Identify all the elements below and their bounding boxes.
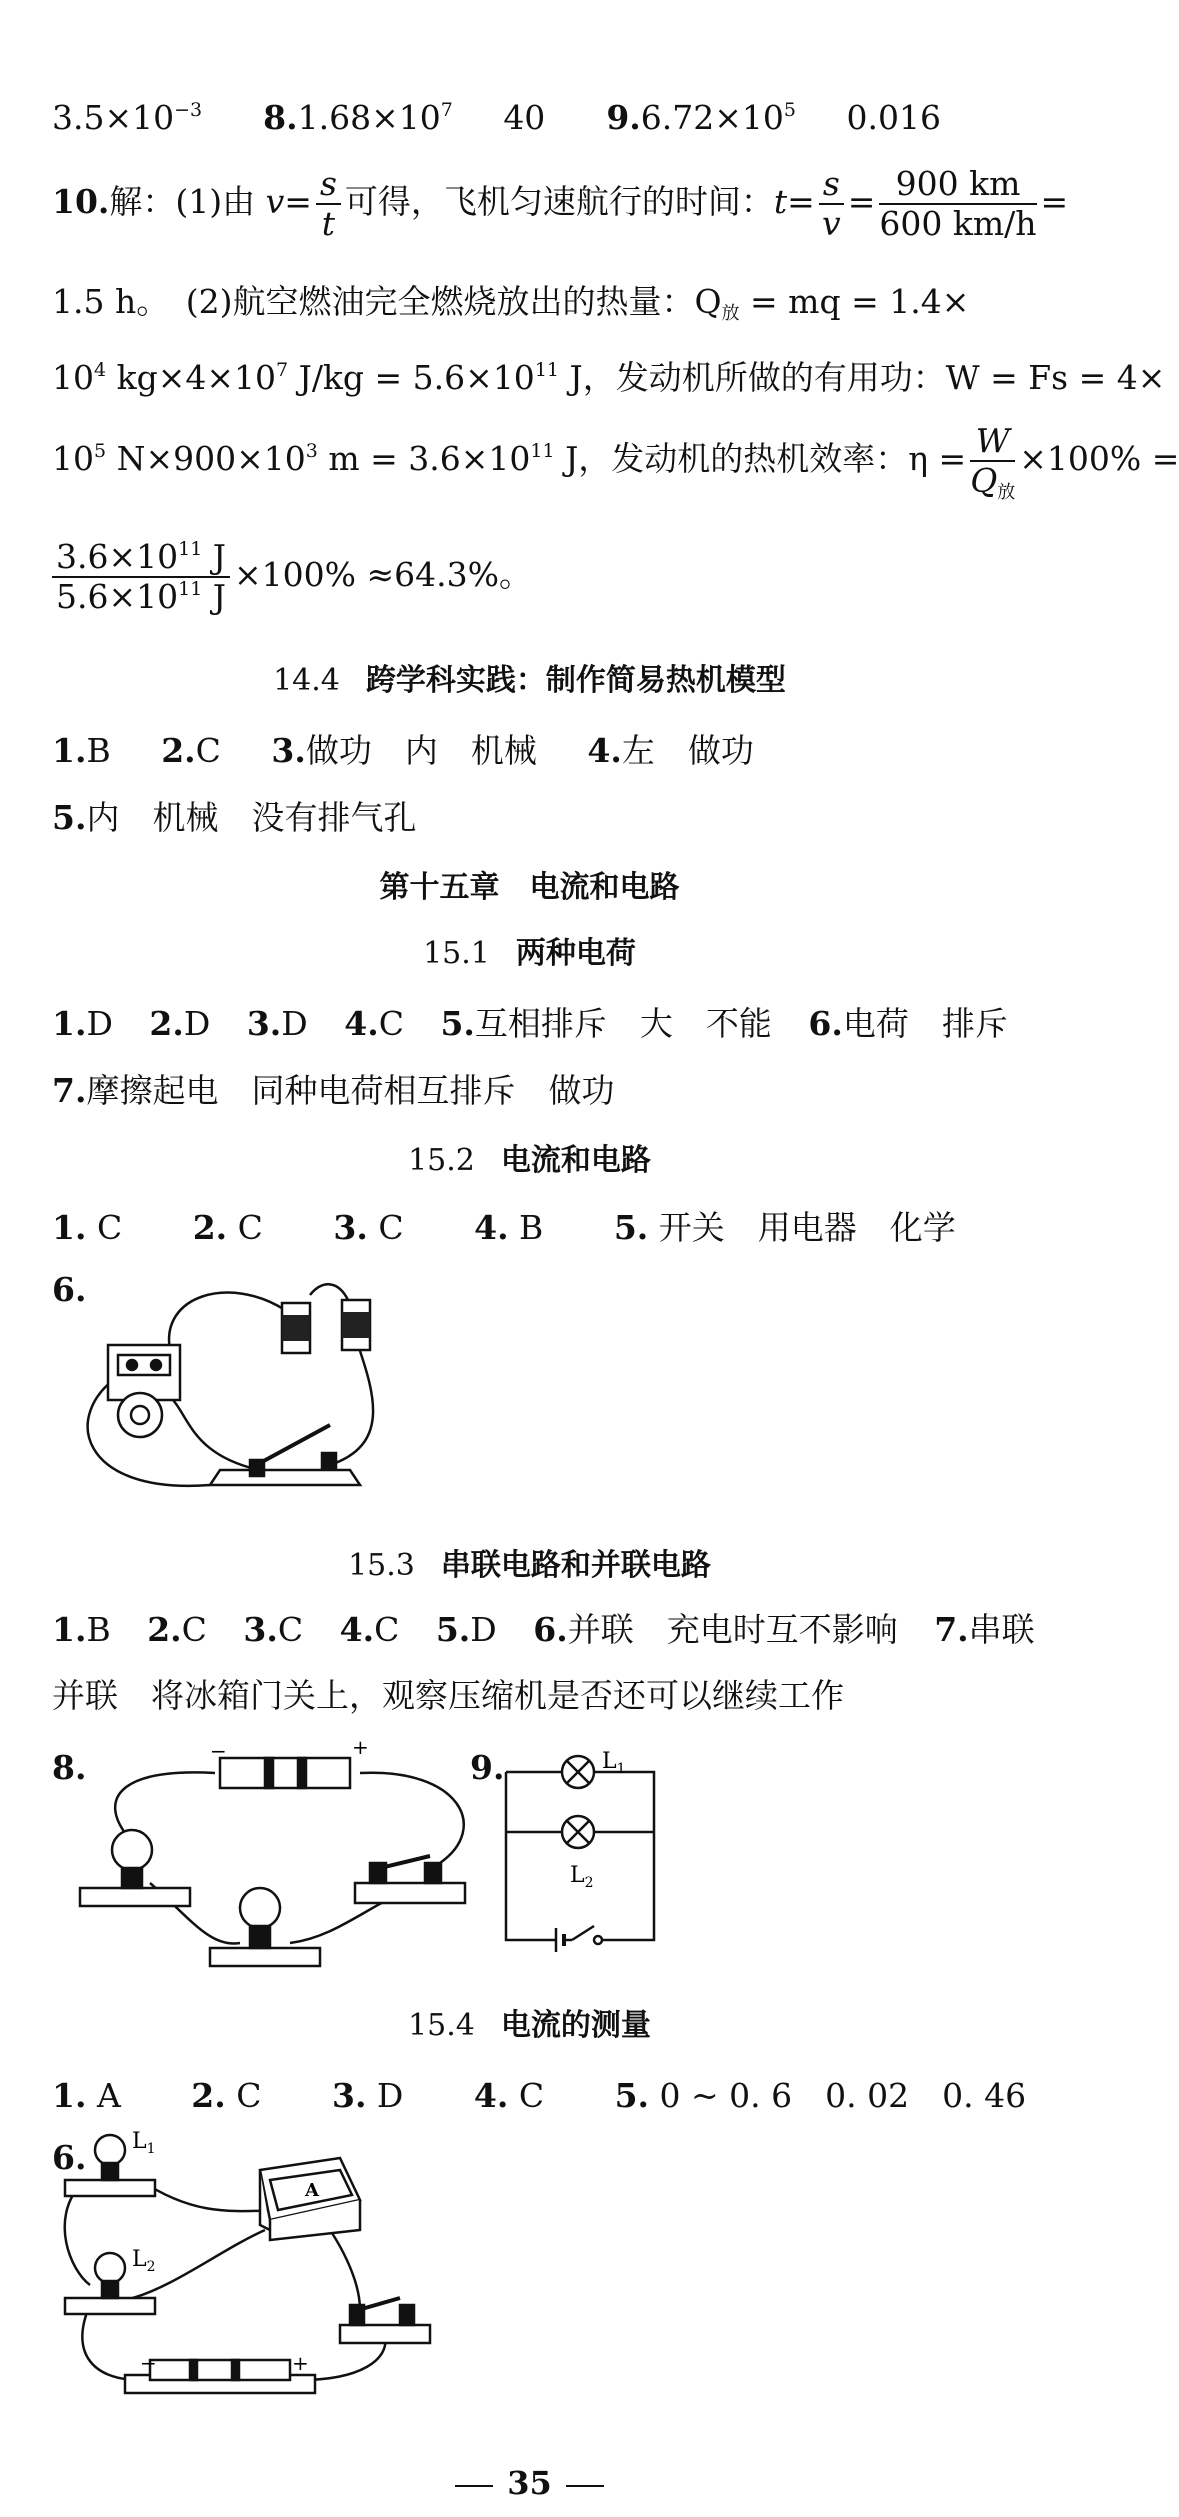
q-num: 4.	[344, 1004, 379, 1043]
section-number: 15.3	[348, 1548, 415, 1583]
circuit-figure-15-3-9	[498, 1750, 668, 1960]
solution-text: ×100% ≈64.3%。	[234, 555, 532, 594]
question-number: 8.	[52, 1748, 87, 1787]
section-number: 15.4	[408, 2008, 475, 2043]
ans: C	[225, 2076, 262, 2115]
q-num: 2.	[149, 1004, 184, 1043]
label-l1: $L_1$	[132, 2129, 156, 2157]
circuit-figure-15-3-8	[60, 1735, 480, 1968]
answer-8b: 40	[503, 98, 546, 137]
q-num: 2.	[192, 1208, 228, 1247]
denominator: 600 km/h	[879, 204, 1037, 243]
numerator: 900 km	[879, 165, 1036, 205]
bulb-left	[80, 1830, 190, 1906]
section-title: 串联电路和并联电路	[440, 1548, 711, 1583]
ans: B	[86, 1610, 111, 1649]
numerator: W	[970, 422, 1015, 462]
answer-line-7-9	[52, 98, 941, 137]
exponent: 5	[94, 440, 107, 462]
wire	[169, 1293, 285, 1350]
q-num: 2.	[147, 1610, 182, 1649]
q-num: 6.	[808, 1004, 843, 1043]
q-num: 2.	[161, 731, 196, 770]
answer-8: 1.68×10	[297, 98, 441, 137]
exponent: 11	[178, 538, 203, 560]
q-num: 4.	[473, 2076, 509, 2115]
q-num: 1.	[52, 2076, 87, 2115]
ammeter-label: A	[305, 2180, 319, 2201]
wire	[115, 1772, 215, 1833]
circuit-figure-15-2-6	[60, 1255, 430, 1505]
section-heading	[0, 2000, 1059, 2044]
ans: D	[281, 1004, 308, 1043]
solution-text: 可得，飞机匀速航行的时间：	[344, 182, 774, 221]
q-num: 5.	[435, 1610, 471, 1649]
solution-text: kg×4×10	[106, 358, 276, 397]
wire	[360, 1773, 464, 1863]
solution-text: 解：(1)由	[109, 182, 266, 221]
answer-line-10-cont	[52, 352, 1165, 399]
ans: 做功 内 机械	[305, 731, 537, 770]
exponent: 11	[178, 578, 203, 600]
ans: C	[227, 1208, 263, 1247]
ans: B	[508, 1208, 544, 1247]
solution-text: m = 3.6×10	[317, 439, 531, 478]
solution-text: 1.5 h。 (2)航空燃油完全燃烧放出的热量：Q	[52, 282, 722, 321]
wire	[330, 1345, 373, 1465]
question-number: 9.	[606, 98, 641, 137]
ans: D	[470, 1610, 497, 1649]
exponent: 4	[94, 359, 107, 381]
question-number: 6.	[52, 1270, 87, 1309]
switch	[210, 1425, 360, 1485]
formula: t=	[773, 182, 815, 221]
numerator: s	[316, 165, 341, 205]
ans: C	[86, 1208, 123, 1247]
answer-line	[52, 725, 754, 772]
fraction	[52, 538, 230, 616]
answer-line	[52, 1202, 956, 1249]
subscript: 放	[997, 482, 1016, 503]
denominator: t	[321, 204, 336, 243]
numerator: s	[819, 165, 844, 205]
minus-sign: −	[210, 1739, 227, 1763]
solution-text: J，发动机所做的有用功：W = Fs = 4×	[559, 358, 1166, 397]
answer-line	[52, 1604, 1035, 1651]
page-number-text: 35	[507, 2464, 552, 2502]
section-heading	[0, 928, 1059, 972]
q-num: 3.	[243, 1610, 278, 1649]
solution-text: J/kg = 5.6×10	[288, 358, 535, 397]
q-num: 5.	[440, 1004, 475, 1043]
ans: 内 机械 没有排气孔	[86, 798, 417, 837]
ans: 开关 用电器 化学	[648, 1208, 956, 1247]
switch	[340, 2298, 430, 2343]
page-number	[0, 2464, 1059, 2502]
unit: J	[202, 577, 227, 616]
answer-line	[52, 792, 416, 839]
q-num: 1.	[52, 731, 87, 770]
q-num: 1.	[52, 1610, 87, 1649]
q-num: 3.	[331, 2076, 367, 2115]
plus-sign: +	[292, 2351, 309, 2375]
question-number: 10.	[52, 182, 110, 221]
ans: C	[277, 1610, 304, 1649]
q-num: 7.	[934, 1610, 969, 1649]
equals: =	[847, 182, 876, 221]
exponent: 7	[276, 359, 289, 381]
answer-7: 3.5×10	[52, 98, 175, 137]
section-title: 电流和电路	[500, 1143, 651, 1178]
fraction	[970, 421, 1016, 503]
chapter-heading	[0, 862, 1059, 906]
ans: 互相排斥 大 不能	[474, 1004, 772, 1043]
answer-line	[52, 2070, 1026, 2117]
answer-line	[52, 1065, 614, 1112]
solution-text: 10	[52, 358, 94, 397]
fraction	[316, 165, 341, 243]
wire	[310, 1284, 348, 1300]
solution-text: ×100% =	[1019, 439, 1179, 478]
lamp-l1	[562, 1756, 594, 1788]
section-title: 两种电荷	[515, 936, 636, 971]
fraction	[879, 165, 1036, 243]
q-num: 3.	[271, 731, 306, 770]
exponent: 5	[783, 99, 796, 121]
solution-text: N×900×10	[106, 439, 306, 478]
exponent: 11	[530, 440, 555, 462]
exponent: 11	[534, 359, 559, 381]
question-number: 8.	[263, 98, 298, 137]
section-heading	[0, 655, 1059, 699]
answer-9b: 0.016	[846, 98, 941, 137]
answer-line-10-cont	[52, 421, 1179, 503]
solution-text: 10	[52, 439, 94, 478]
unit: J	[202, 537, 227, 576]
section-heading	[0, 1135, 1059, 1179]
subscript: 放	[721, 303, 740, 324]
exponent: −3	[174, 99, 203, 121]
section-number: 15.1	[423, 936, 490, 971]
question-number: 9.	[470, 1748, 505, 1787]
q-num: 4.	[339, 1610, 375, 1649]
q-num: 3.	[246, 1004, 282, 1043]
exponent: 7	[440, 99, 453, 121]
answer-line-10-result	[52, 538, 532, 616]
battery	[220, 1758, 350, 1788]
ans: 摩擦起电 同种电荷相互排斥 做功	[86, 1071, 615, 1110]
solution-text: J，发动机的热机效率：η =	[554, 439, 967, 478]
answer-line	[52, 998, 1008, 1045]
denominator: 5.6×10	[56, 577, 179, 616]
circuit-figure-15-4-6	[60, 2130, 440, 2400]
equals: =	[1040, 182, 1069, 221]
q-num: 5.	[613, 1208, 649, 1247]
ans: B	[86, 731, 111, 770]
chapter-title: 第十五章 电流和电路	[379, 870, 680, 905]
label-l2: $L_2$	[132, 2247, 156, 2275]
battery	[282, 1300, 370, 1353]
motor	[108, 1345, 180, 1437]
section-number: 15.2	[408, 1143, 475, 1178]
ans: C	[195, 731, 221, 770]
wire	[82, 2305, 140, 2380]
ans: D	[86, 1004, 113, 1043]
denominator: Q	[970, 461, 998, 500]
minus-sign: −	[140, 2351, 157, 2375]
wire	[65, 2185, 90, 2285]
wire	[506, 1772, 556, 1940]
ans: D	[183, 1004, 211, 1043]
q-num: 3.	[333, 1208, 368, 1247]
label-l2: $L_2$	[570, 1863, 594, 1891]
section-heading	[0, 1540, 1059, 1584]
denominator: v	[821, 204, 841, 243]
q-num: 1.	[52, 1208, 87, 1247]
ans: C	[367, 1208, 404, 1247]
q-num: 2.	[191, 2076, 226, 2115]
numerator: 3.6×10	[56, 537, 179, 576]
ans: C	[378, 1004, 404, 1043]
wire	[506, 1772, 654, 1940]
solution-text: = mq = 1.4×	[739, 282, 970, 321]
ans: 并联 充电时互不影响	[567, 1610, 898, 1649]
battery-symbol	[556, 1928, 564, 1952]
q-num: 5.	[52, 798, 87, 837]
q-num: 7.	[52, 1071, 87, 1110]
ans: C	[181, 1610, 207, 1649]
exponent: 3	[305, 440, 318, 462]
q-num: 1.	[52, 1004, 87, 1043]
ans: C	[508, 2076, 545, 2115]
ans: 0 ~ 0. 6 0. 02 0. 46	[649, 2076, 1027, 2115]
ans: 串联	[968, 1610, 1035, 1649]
ans: C	[374, 1610, 400, 1649]
ans: 电荷 排斥	[842, 1004, 1008, 1043]
formula: v=	[265, 182, 312, 221]
bulb-bottom	[210, 1888, 320, 1966]
section-title: 电流的测量	[500, 2008, 651, 2043]
answer-9: 6.72×10	[640, 98, 784, 137]
q-num: 4.	[587, 731, 622, 770]
ans: A	[86, 2076, 121, 2115]
ans: D	[366, 2076, 404, 2115]
switch-symbol	[564, 1926, 602, 1944]
section-title: 跨学科实践：制作简易热机模型	[365, 663, 786, 698]
section-number: 14.4	[273, 663, 340, 698]
q-num: 5.	[614, 2076, 650, 2115]
answer-line-10	[52, 165, 1068, 243]
answer-line-10-cont	[52, 276, 969, 323]
q-num: 4.	[474, 1208, 509, 1247]
switch	[355, 1856, 465, 1903]
label-l1: $L_1$	[602, 1749, 626, 1777]
q-num: 6.	[533, 1610, 568, 1649]
lamp-l2	[562, 1816, 594, 1848]
plus-sign: +	[352, 1735, 369, 1759]
fraction	[819, 165, 844, 243]
answer-line: 并联 将冰箱门关上，观察压缩机是否还可以继续工作	[52, 1676, 844, 1715]
question-number: 6.	[52, 2138, 87, 2177]
ans: 左 做功	[621, 731, 754, 770]
